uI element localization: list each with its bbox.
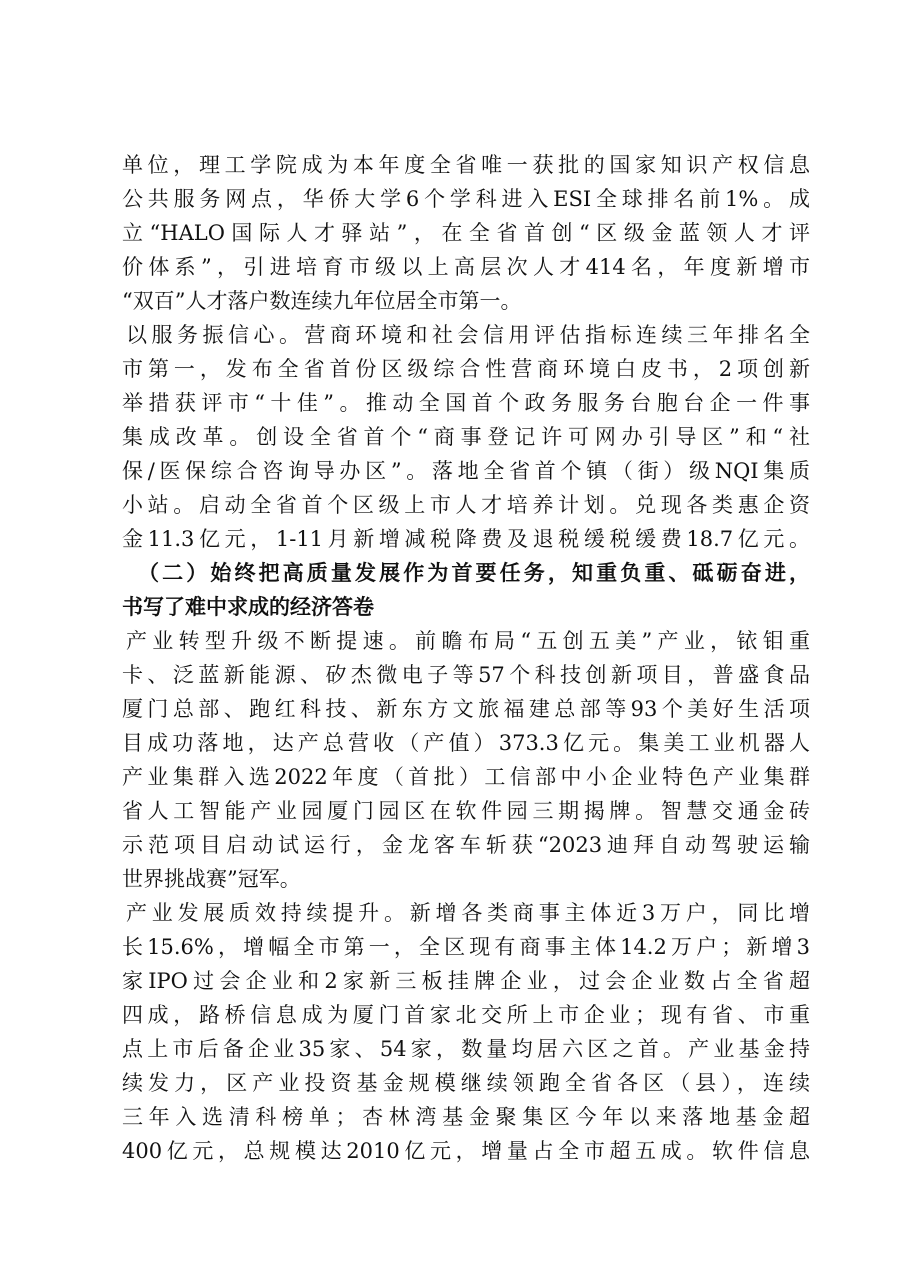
text-line: 续发力，区产业投资基金规模继续领跑全省各区（县），连续 xyxy=(122,1071,810,1095)
document-page xyxy=(122,148,810,1168)
text-line: 集成改革。创设全省首个“商事登记许可网办引导区”和“社 xyxy=(122,425,810,449)
text-line: 金11.3亿元，1-11月新增减税降费及退税缓税缓费18.7亿元。 xyxy=(122,527,810,551)
text-line: 点上市后备企业35家、54家，数量均居六区之首。产业基金持 xyxy=(122,1037,810,1061)
text-line: 小站。启动全省首个区级上市人才培养计划。兑现各类惠企资 xyxy=(122,493,810,517)
text-line: 三年入选清科榜单；杏林湾基金聚集区今年以来落地基金超 xyxy=(122,1105,810,1129)
text-line: 示范项目启动试运行，金龙客车斩获“2023迪拜自动驾驶运输 xyxy=(122,833,810,857)
text-line: 单位，理工学院成为本年度全省唯一获批的国家知识产权信息 xyxy=(122,153,810,177)
text-line: 家IPO过会企业和2家新三板挂牌企业，过会企业数占全省超 xyxy=(122,969,810,993)
text-line: 价体系”，引进培育市级以上高层次人才414名，年度新增市 xyxy=(122,255,810,279)
text-line: 四成，路桥信息成为厦门首家北交所上市企业；现有省、市重 xyxy=(122,1003,810,1027)
paragraph-industry-quality xyxy=(122,896,810,1168)
text-line: 市第一，发布全省首份区级综合性营商环境白皮书，2项创新 xyxy=(122,357,810,381)
heading-line: 书写了难中求成的经济答卷 xyxy=(122,594,374,619)
text-line: 产业发展质效持续提升。新增各类商事主体近3万户，同比增 xyxy=(126,901,810,925)
text-line: 省人工智能产业园厦门园区在软件园三期揭牌。智慧交通金砖 xyxy=(122,799,810,823)
section-heading xyxy=(122,556,810,624)
text-line: 卡、泛蓝新能源、矽杰微电子等57个科技创新项目，普盛食品 xyxy=(122,663,810,687)
text-line: 长15.6%，增幅全市第一，全区现有商事主体14.2万户；新增3 xyxy=(122,935,810,959)
paragraph-service xyxy=(122,318,810,556)
text-line: 厦门总部、跑红科技、新东方文旅福建总部等93个美好生活项 xyxy=(122,697,810,721)
paragraph-industry-upgrade xyxy=(122,624,810,896)
text-line: 保/医保综合咨询导办区”。落地全省首个镇（街）级NQI集质 xyxy=(122,459,810,483)
text-line: 目成功落地，达产总营收（产值）373.3亿元。集美工业机器人 xyxy=(122,731,810,755)
text-line: 产业集群入选2022年度（首批）工信部中小企业特色产业集群 xyxy=(122,765,810,789)
paragraph-talent xyxy=(122,148,810,318)
text-line: 产业转型升级不断提速。前瞻布局“五创五美”产业，铱钼重 xyxy=(126,629,810,653)
text-line: 世界挑战赛”冠军。 xyxy=(122,867,301,891)
text-line: 立“HALO国际人才驿站”，在全省首创“区级金蓝领人才评 xyxy=(122,221,810,245)
heading-line: （二）始终把高质量发展作为首要任务，知重负重、砥砺奋进， xyxy=(138,560,810,585)
text-line: 公共服务网点，华侨大学6个学科进入ESI全球排名前1%。成 xyxy=(122,187,810,211)
text-line: 举措获评市“十佳”。推动全国首个政务服务台胞台企一件事 xyxy=(122,391,810,415)
text-line: 400亿元，总规模达2010亿元，增量占全市超五成。软件信息 xyxy=(122,1139,810,1163)
text-line: “双百”人才落户数连续九年位居全市第一。 xyxy=(122,289,522,313)
text-line: 以服务振信心。营商环境和社会信用评估指标连续三年排名全 xyxy=(126,323,810,347)
